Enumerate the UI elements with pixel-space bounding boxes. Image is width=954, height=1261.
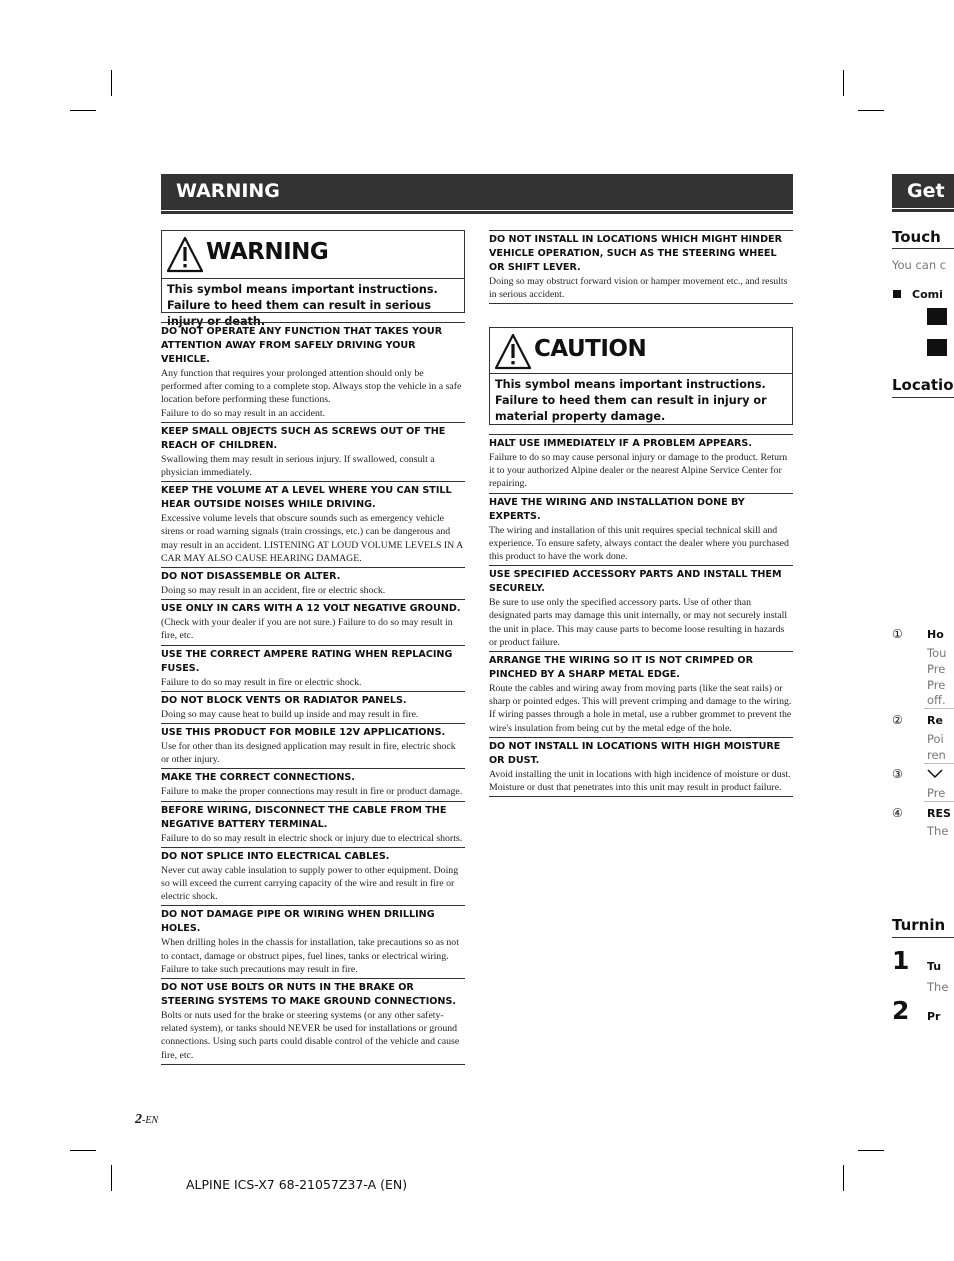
item-body: Doing so may cause heat to build up inside and may result in fire. [161,708,419,720]
section-header-bar [161,174,793,210]
callout-text: off. [927,693,946,707]
black-square-icon [927,308,947,325]
callout-number: ② [892,713,903,727]
item-heading: DO NOT DISASSEMBLE OR ALTER. [161,571,341,583]
crop-mark [858,1150,884,1151]
page-number-value: 2 [135,1112,142,1127]
warning-word: WARNING [206,239,329,265]
caution-item [489,493,793,566]
item-body: Doing so may result in an accident, fire or electric shock. [161,585,386,597]
item-heading: HAVE THE WIRING AND INSTALLATION DONE BY EXPERTS. [489,496,745,522]
item-body: Bolts or nuts used for the brake or steering systems (or any other safety-related system), or tanks should NEVER be used for installations or ground connections. Using such parts could disable control of the vehicle and cause fire, etc. [161,1010,460,1061]
callout-label: RES [927,807,951,820]
item-body: Swallowing them may result in serious injury. If swallowed, consult a physician immediately. [161,453,435,479]
item-body: Failure to do so may result in an accident. [161,407,326,419]
right-caution-list [489,434,793,797]
warning-item [161,322,465,422]
item-heading: USE ONLY IN CARS WITH A 12 VOLT NEGATIVE GROUND. [161,603,461,615]
step-number: 2 [892,996,910,1025]
callout-label: Ho [927,628,944,641]
callout-text: The [927,824,949,838]
warning-item [161,847,465,906]
caution-item [489,737,793,797]
warning-symbol-box [161,230,465,328]
warning-item [161,905,465,978]
item-body: Failure to do so may result in fire or electric shock. [161,676,362,688]
item-body: Route the cables and wiring away from moving parts (like the seat rails) or sharp or pointed edges. This will prevent crimping and damage to the wiring. If wiring passes through a hole in metal, use a rubber grommet to prevent the wire's insulation from being cut by the metal edge of the hole. [489,683,792,734]
touch-text: You can c [892,258,947,272]
item-heading: DO NOT INSTALL IN LOCATIONS WHICH MIGHT HINDER VEHICLE OPERATION, SUCH AS THE STEERING WHEEL OR SHIFT LEVER. [489,234,782,273]
item-heading: KEEP SMALL OBJECTS SUCH AS SCREWS OUT OF THE REACH OF CHILDREN. [161,425,446,451]
item-body: Failure to do so may cause personal injury or damage to the product. Return it to your authorized Alpine dealer or the nearest Alpine Service Center for repairing. [489,452,788,490]
item-body: Failure to make the proper connections may result in fire or product damage. [161,786,463,798]
item-body: Excessive volume levels that obscure sounds such as emergency vehicle sirens or road warning signals (train crossings, etc.) can be dangerous and may result in an accident. LISTENING AT LOUD VOLUME LEVELS IN A CAR MAY ALSO CAUSE HEARING DAMAGE. [161,513,463,564]
crop-mark [111,70,112,96]
warning-box-head [162,231,464,279]
item-heading: KEEP THE VOLUME AT A LEVEL WHERE YOU CAN STILL HEAR OUTSIDE NOISES WHILE DRIVING. [161,485,452,511]
item-heading: MAKE THE CORRECT CONNECTIONS. [161,772,355,784]
item-heading: DO NOT BLOCK VENTS OR RADIATOR PANELS. [161,694,407,706]
warning-item [161,801,465,847]
page-number [135,1112,158,1128]
callout-number: ④ [892,806,903,820]
callout-divider [924,708,954,709]
comm-label: Comi [912,288,943,301]
item-heading: DO NOT DAMAGE PIPE OR WIRING WHEN DRILLING HOLES. [161,909,435,935]
item-body: (Check with your dealer if you are not sure.) Failure to do so may result in fire, etc. [161,617,453,642]
caution-triangle-icon [494,333,532,371]
page-number-suffix: -EN [142,1115,159,1126]
item-body: Avoid installing the unit in locations with high incidence of moisture or dust. Moisture or dust that penetrates into this unit may result in product failure. [489,768,791,794]
callout-text: Pre [927,662,946,676]
item-heading: HALT USE IMMEDIATELY IF A PROBLEM APPEARS. [489,438,752,449]
caution-item [489,651,793,737]
callout-text: Tou [927,646,947,660]
section-header-rule [161,211,793,214]
turning-heading: Turnin [892,916,946,934]
next-page-clipped [892,170,954,1050]
warning-item [161,978,465,1065]
item-body: Never cut away cable insulation to supply power to other equipment. Doing so will exceed the current carrying capacity of the wire and result in fire or electric shock. [161,864,459,903]
touch-heading: Touch [892,228,941,246]
callout-divider [924,801,954,802]
next-page-header-bar [892,174,954,208]
item-heading: USE THIS PRODUCT FOR MOBILE 12V APPLICATIONS. [161,727,446,739]
callout-number: ① [892,627,903,641]
caution-symbol-box [489,327,793,425]
crop-mark [843,1165,844,1191]
heading-rule [892,397,954,398]
item-heading: DO NOT USE BOLTS OR NUTS IN THE BRAKE OR STEERING SYSTEMS TO MAKE GROUND CONNECTIONS. [161,982,457,1008]
step-text: The [927,980,949,994]
location-heading: Locatio [892,376,954,394]
callout-text: Pre [927,786,946,800]
warning-item [161,723,465,768]
warning-item [489,230,793,304]
callout-divider [924,763,954,764]
item-body: Any function that requires your prolonged attention should only be performed after coming to a complete stop. Always stop the vehicle in a safe location before performing these functions. [161,368,462,406]
item-heading: BEFORE WIRING, DISCONNECT THE CABLE FROM THE NEGATIVE BATTERY TERMINAL. [161,804,447,830]
warning-item [161,567,465,599]
left-warning-list [161,322,465,1065]
item-body: Failure to do so may result in electric shock or injury due to electrical shorts. [161,832,463,844]
warning-box-text: This symbol means important instructions. Failure to heed them can result in serious injury or death. [167,283,438,328]
crop-mark [70,110,96,111]
callout-text: ren [927,748,946,762]
item-heading: ARRANGE THE WIRING SO IT IS NOT CRIMPED OR PINCHED BY A SHARP METAL EDGE. [489,655,753,681]
warning-item [161,599,465,644]
section-title: WARNING [176,180,280,202]
next-page-header-rule [892,209,954,212]
item-heading: USE SPECIFIED ACCESSORY PARTS AND INSTALL THEM SECURELY. [489,569,782,595]
heading-rule [892,248,954,249]
item-body: Be sure to use only the specified accessory parts. Use of other than designated parts may damage this unit internally, or may not securely install the unit in place. This may cause parts to become loose resulting in hazards or product failure. [489,597,788,648]
warning-item [161,768,465,800]
crop-mark [858,110,884,111]
step-number: 1 [892,946,910,975]
callout-text: Pre [927,678,946,692]
warning-item [161,481,465,567]
chevron-down-icon [927,769,943,779]
heading-rule [892,937,954,938]
item-heading: USE THE CORRECT AMPERE RATING WHEN REPLACING FUSES. [161,648,453,674]
black-square-icon [927,339,947,356]
item-body: When drilling holes in the chassis for installation, take precautions so as not to contact, damage or obstruct pipes, fuel lines, tanks or electrical wiring. Failure to take such precautions may result in fire. [161,937,459,975]
callout-text: Poi [927,732,944,746]
callout-label: Re [927,714,943,727]
warning-item [161,691,465,723]
item-body: Use for other than its designed application may result in fire, electric shock or other injury. [161,741,456,766]
caution-item [489,434,793,493]
crop-mark [111,1165,112,1191]
footer-document-id: ALPINE ICS-X7 68-21057Z37-A (EN) [186,1177,408,1192]
callout-number: ③ [892,767,903,781]
warning-item [161,645,465,691]
right-top-warning [489,230,793,304]
square-bullet-icon [893,290,901,298]
caution-word: CAUTION [534,336,647,362]
item-heading: DO NOT OPERATE ANY FUNCTION THAT TAKES YOUR ATTENTION AWAY FROM SAFELY DRIVING YOUR VEHICLE. [161,326,443,365]
warning-triangle-icon [166,236,204,274]
item-body: The wiring and installation of this unit requires special technical skill and experience. To ensure safety, always contact the dealer where you purchased this product to have the work done. [489,524,789,563]
next-page-header-title: Get [907,180,945,202]
crop-mark [843,70,844,96]
warning-item [161,422,465,481]
step-label: Tu [927,960,942,973]
item-body: Doing so may obstruct forward vision or hamper movement etc., and results in serious accident. [489,276,788,301]
item-heading: DO NOT INSTALL IN LOCATIONS WITH HIGH MOISTURE OR DUST. [489,740,781,766]
step-label: Pr [927,1010,941,1023]
caution-box-text: This symbol means important instructions. Failure to heed them can result in injury or material property damage. [495,378,767,423]
item-heading: DO NOT SPLICE INTO ELECTRICAL CABLES. [161,850,390,862]
crop-mark [70,1150,96,1151]
caution-item [489,565,793,651]
caution-box-head [490,328,792,374]
